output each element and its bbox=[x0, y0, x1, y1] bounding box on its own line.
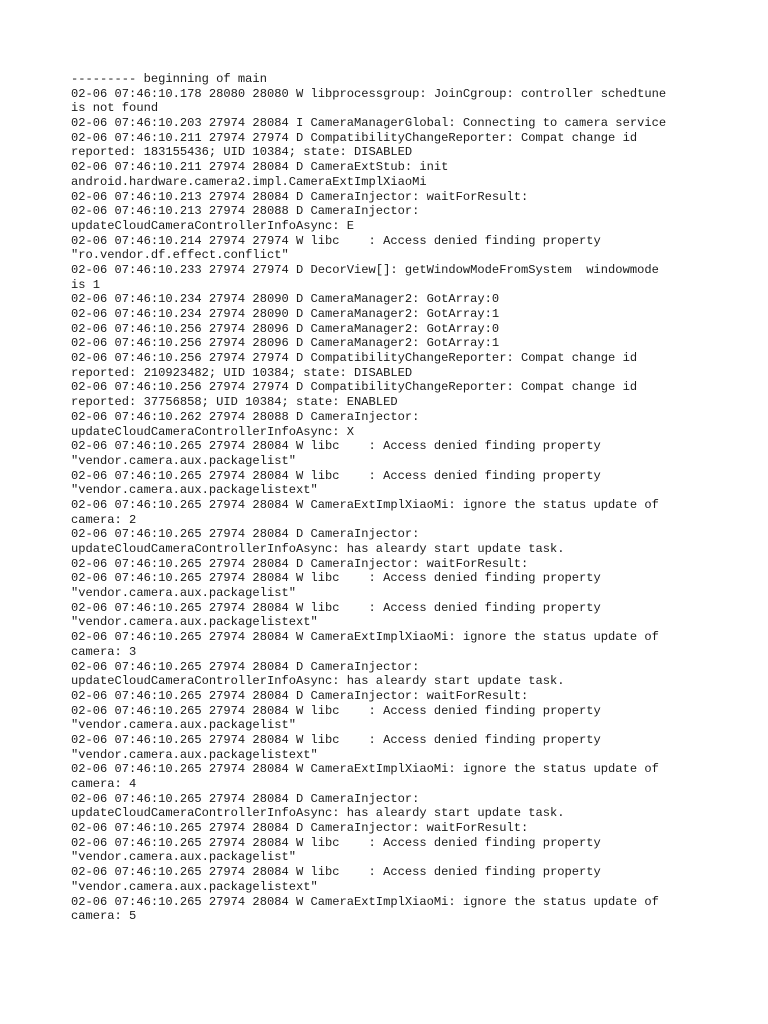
log-line: "vendor.camera.aux.packagelistext" bbox=[71, 879, 318, 894]
log-line: 02-06 07:46:10.265 27974 28084 W CameraExtImplXiaoMi: ignore the status update of bbox=[71, 894, 659, 909]
log-line: 02-06 07:46:10.256 27974 28096 D CameraManager2: GotArray:0 bbox=[71, 321, 500, 336]
log-line: camera: 3 bbox=[71, 644, 137, 659]
log-line: "ro.vendor.df.effect.conflict" bbox=[71, 248, 289, 263]
log-line: 02-06 07:46:10.265 27974 28084 W libc : Access denied finding property bbox=[71, 439, 601, 454]
log-page bbox=[71, 72, 731, 924]
log-line: updateCloudCameraControllerInfoAsync: X bbox=[71, 424, 355, 439]
log-line: 02-06 07:46:10.213 27974 28084 D CameraInjector: waitForResult: bbox=[71, 189, 529, 204]
log-line: "vendor.camera.aux.packagelist" bbox=[71, 850, 296, 865]
log-line: reported: 210923482; UID 10384; state: DISABLED bbox=[71, 365, 413, 380]
log-line: reported: 183155436; UID 10384; state: DISABLED bbox=[71, 145, 413, 160]
log-line: 02-06 07:46:10.214 27974 27974 W libc : Access denied finding property bbox=[71, 233, 601, 248]
log-line: 02-06 07:46:10.211 27974 27974 D CompatibilityChangeReporter: Compat change id bbox=[71, 130, 638, 145]
log-line: updateCloudCameraControllerInfoAsync: has aleardy start update task. bbox=[71, 806, 565, 821]
log-line: 02-06 07:46:10.256 27974 28096 D CameraManager2: GotArray:1 bbox=[71, 336, 500, 351]
log-line: 02-06 07:46:10.265 27974 28084 W libc : Access denied finding property bbox=[71, 571, 601, 586]
log-line: 02-06 07:46:10.265 27974 28084 W libc : Access denied finding property bbox=[71, 703, 601, 718]
log-line: is not found bbox=[71, 101, 159, 116]
log-line: "vendor.camera.aux.packagelistext" bbox=[71, 747, 318, 762]
log-line: 02-06 07:46:10.256 27974 27974 D CompatibilityChangeReporter: Compat change id bbox=[71, 351, 638, 366]
log-line: is 1 bbox=[71, 277, 101, 292]
log-line: reported: 37756858; UID 10384; state: ENABLED bbox=[71, 395, 398, 410]
log-line: 02-06 07:46:10.265 27974 28084 W libc : Access denied finding property bbox=[71, 835, 601, 850]
log-line: camera: 5 bbox=[71, 909, 137, 924]
log-line: 02-06 07:46:10.265 27974 28084 W CameraExtImplXiaoMi: ignore the status update of bbox=[71, 497, 659, 512]
log-line: 02-06 07:46:10.265 27974 28084 D CameraInjector: bbox=[71, 527, 420, 542]
log-line: 02-06 07:46:10.265 27974 28084 D CameraInjector: waitForResult: bbox=[71, 556, 529, 571]
log-line: "vendor.camera.aux.packagelist" bbox=[71, 586, 296, 601]
log-line: 02-06 07:46:10.265 27974 28084 W CameraExtImplXiaoMi: ignore the status update of bbox=[71, 630, 659, 645]
log-line: camera: 2 bbox=[71, 512, 137, 527]
log-line: "vendor.camera.aux.packagelistext" bbox=[71, 615, 318, 630]
log-line: 02-06 07:46:10.265 27974 28084 D CameraInjector: waitForResult: bbox=[71, 821, 529, 836]
log-line: "vendor.camera.aux.packagelist" bbox=[71, 718, 296, 733]
log-line: updateCloudCameraControllerInfoAsync: has aleardy start update task. bbox=[71, 542, 565, 556]
log-text bbox=[71, 72, 731, 924]
log-line: 02-06 07:46:10.265 27974 28084 D CameraInjector: waitForResult: bbox=[71, 688, 529, 703]
log-line: --------- beginning of main bbox=[71, 72, 267, 86]
log-line: "vendor.camera.aux.packagelistext" bbox=[71, 483, 318, 498]
log-line: updateCloudCameraControllerInfoAsync: has aleardy start update task. bbox=[71, 674, 565, 689]
log-line: "vendor.camera.aux.packagelist" bbox=[71, 453, 296, 468]
log-line: 02-06 07:46:10.265 27974 28084 W libc : Access denied finding property bbox=[71, 468, 601, 483]
log-line: 02-06 07:46:10.265 27974 28084 D CameraInjector: bbox=[71, 791, 420, 806]
log-line: 02-06 07:46:10.256 27974 27974 D CompatibilityChangeReporter: Compat change id bbox=[71, 380, 638, 395]
log-line: 02-06 07:46:10.265 27974 28084 W libc : Access denied finding property bbox=[71, 732, 601, 747]
log-line: 02-06 07:46:10.233 27974 27974 D DecorView[]: getWindowModeFromSystem windowmode bbox=[71, 262, 659, 277]
log-line: 02-06 07:46:10.178 28080 28080 W libprocessgroup: JoinCgroup: controller schedtune bbox=[71, 86, 667, 101]
log-line: 02-06 07:46:10.213 27974 28088 D CameraInjector: bbox=[71, 204, 420, 219]
log-line: 02-06 07:46:10.203 27974 28084 I CameraManagerGlobal: Connecting to camera service bbox=[71, 116, 667, 131]
log-line: 02-06 07:46:10.234 27974 28090 D CameraManager2: GotArray:0 bbox=[71, 292, 500, 307]
log-line: 02-06 07:46:10.262 27974 28088 D CameraInjector: bbox=[71, 409, 420, 424]
log-line: 02-06 07:46:10.234 27974 28090 D CameraManager2: GotArray:1 bbox=[71, 307, 500, 321]
log-line: 02-06 07:46:10.265 27974 28084 D CameraInjector: bbox=[71, 659, 420, 674]
log-line: 02-06 07:46:10.211 27974 28084 D CameraExtStub: init bbox=[71, 160, 449, 175]
log-line: 02-06 07:46:10.265 27974 28084 W CameraExtImplXiaoMi: ignore the status update of bbox=[71, 762, 659, 777]
log-line: 02-06 07:46:10.265 27974 28084 W libc : Access denied finding property bbox=[71, 865, 601, 880]
log-line: android.hardware.camera2.impl.CameraExtImplXiaoMi bbox=[71, 174, 427, 189]
log-line: camera: 4 bbox=[71, 777, 137, 791]
log-line: 02-06 07:46:10.265 27974 28084 W libc : Access denied finding property bbox=[71, 600, 601, 615]
log-line: updateCloudCameraControllerInfoAsync: E bbox=[71, 218, 355, 233]
